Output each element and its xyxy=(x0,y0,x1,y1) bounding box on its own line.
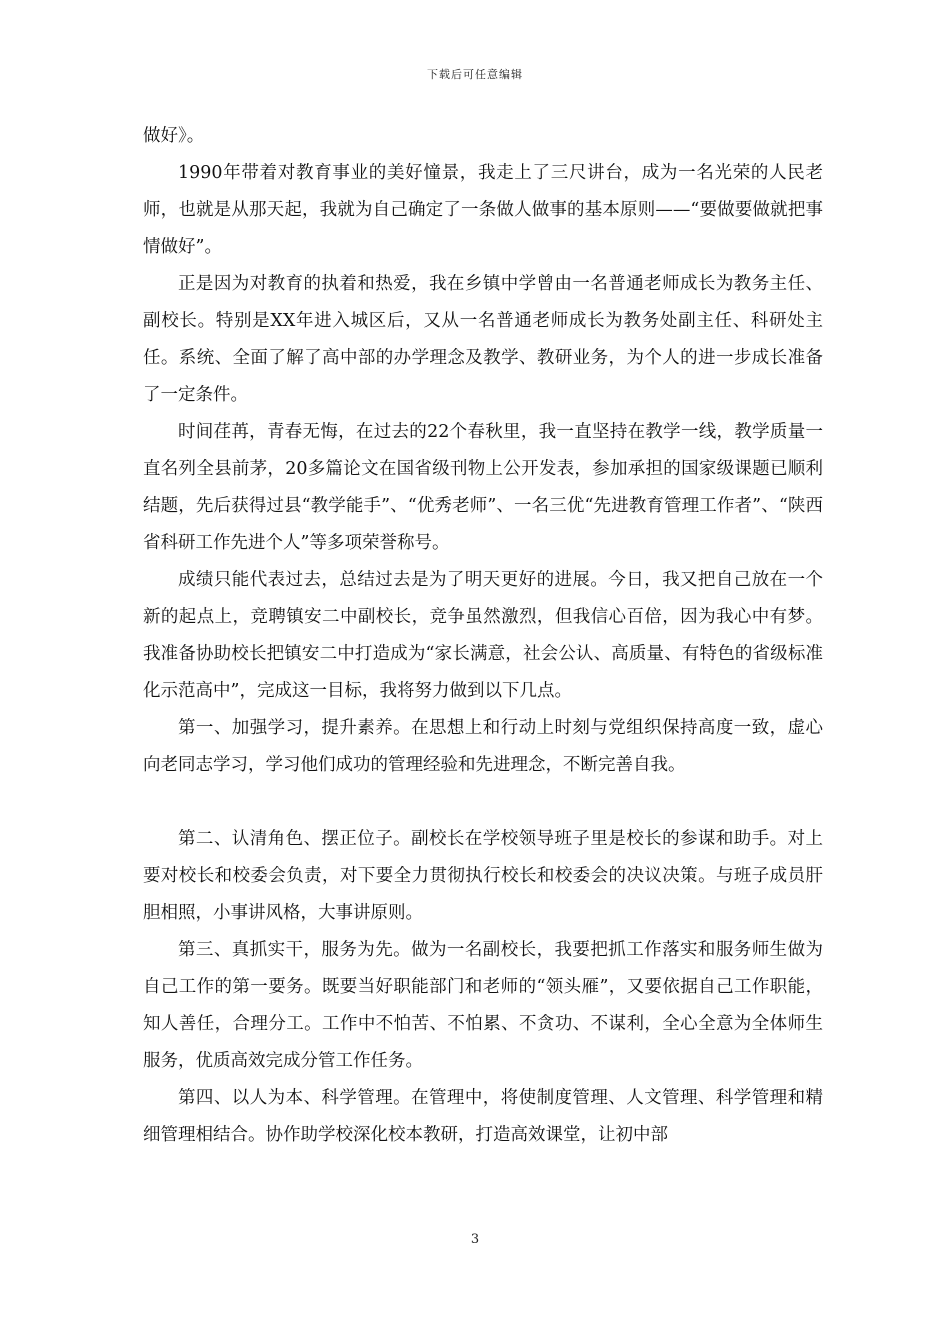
paragraph-1990: 1990年带着对教育事业的美好憧景，我走上了三尺讲台，成为一名光荣的人民老师，也就是从那天起，我就为自己确定了一条做人做事的基本原则——“要做要做就把事情做好”。 xyxy=(143,163,823,257)
paragraph-achievements: 时间荏苒，青春无悔，在过去的22个春秋里，我一直坚持在教学一线，教学质量一直名列全县前茅，20多篇论文在国省级刊物上公开发表，参加承担的国家级课题已顺利结题，先后获得过县“教学能手”、“优秀老师”、一名三优“先进教育管理工作者”、“陕西省科研工作先进个人”等多项荣誉称号。 xyxy=(143,422,823,553)
paragraph-point-two: 第二、认清角色、摆正位子。副校长在学校领导班子里是校长的参谋和助手。对上要对校长和校委会负责，对下要全力贯彻执行校长和校委会的决议决策。与班子成员肝胆相照，小事讲风格，大事讲原则。 xyxy=(143,829,823,923)
paragraph-point-three: 第三、真抓实干，服务为先。做为一名副校长，我要把抓工作落实和服务师生做为自己工作的第一要务。既要当好职能部门和老师的“领头雁”，又要依据自己工作职能，知人善任，合理分工。工作中不怕苦、不怕累、不贪功、不谋利，全心全意为全体师生服务，优质高效完成分管工作任务。 xyxy=(143,940,823,1071)
document-body xyxy=(143,118,823,1154)
page-header: 下载后可任意编辑 xyxy=(427,68,523,81)
paragraph-continuation: 做好》。 xyxy=(143,126,205,146)
page-number: 3 xyxy=(470,1232,480,1247)
paragraph-goals: 成绩只能代表过去，总结过去是为了明天更好的进展。今日，我又把自己放在一个新的起点上，竞聘镇安二中副校长，竞争虽然激烈，但我信心百倍，因为我心中有梦。我准备协助校长把镇安二中打造成为“家长满意，社会公认、高质量、有特色的省级标准化示范高中”，完成这一目标，我将努力做到以下几点。 xyxy=(143,570,823,701)
paragraph-point-one: 第一、加强学习，提升素养。在思想上和行动上时刻与党组织保持高度一致，虚心向老同志学习，学习他们成功的管理经验和先进理念，不断完善自我。 xyxy=(143,718,823,775)
paragraph-career: 正是因为对教育的执着和热爱，我在乡镇中学曾由一名普通老师成长为教务主任、副校长。特别是XX年进入城区后，又从一名普通老师成长为教务处副主任、科研处主任。系统、全面了解了高中部的办学理念及教学、教研业务，为个人的进一步成长准备了一定条件。 xyxy=(143,274,823,405)
paragraph-point-four: 第四、以人为本、科学管理。在管理中，将使制度管理、人文管理、科学管理和精细管理相结合。协作助学校深化校本教研，打造高效课堂，让初中部 xyxy=(143,1088,823,1145)
